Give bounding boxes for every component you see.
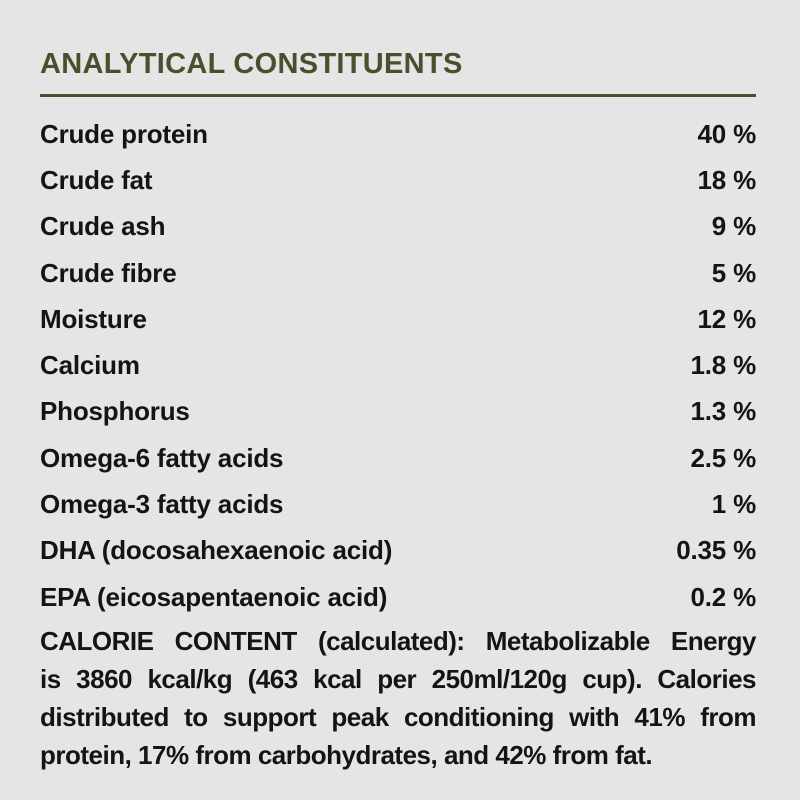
calorie-content-paragraph (40, 622, 756, 774)
nutrient-value: 18 % (697, 164, 756, 195)
nutrient-value: 9 % (711, 211, 756, 242)
nutrient-label: Calcium (40, 350, 140, 381)
calorie-content-line: protein, 17% from carbohydrates, and 42% from fat. (40, 740, 653, 771)
table-row (40, 528, 756, 574)
table-row (40, 111, 756, 157)
nutrient-value: 5 % (711, 257, 756, 288)
nutrient-label: Moisture (40, 303, 147, 334)
nutrient-value: 40 % (697, 118, 756, 149)
nutrient-label: Crude protein (40, 118, 208, 149)
table-row (40, 342, 756, 388)
nutrient-label: Omega-3 fatty acids (40, 489, 284, 520)
nutrient-value: 0.2 % (690, 581, 756, 612)
table-row (40, 250, 756, 296)
nutrient-value: 1.3 % (690, 396, 756, 427)
table-row (40, 157, 756, 203)
nutrient-value: 2.5 % (690, 442, 756, 473)
calorie-content-line: CALORIE CONTENT (calculated): Metabolizable Energy (40, 626, 756, 657)
nutrient-value: 12 % (697, 303, 756, 334)
nutrient-label: Crude ash (40, 211, 166, 242)
nutrient-value: 1.8 % (690, 350, 756, 381)
nutrient-value: 1 % (711, 489, 756, 520)
calorie-content-line: is 3860 kcal/kg (463 kcal per 250ml/120g cup). Calories (40, 664, 756, 695)
panel-title: ANALYTICAL CONSTITUENTS (40, 48, 463, 80)
nutrient-label: Phosphorus (40, 396, 190, 427)
nutrient-label: Crude fat (40, 164, 153, 195)
title-divider (40, 94, 756, 97)
nutrient-label: EPA (eicosapentaenoic acid) (40, 581, 388, 612)
nutrient-table (40, 111, 756, 620)
nutrient-label: Omega-6 fatty acids (40, 442, 284, 473)
table-row (40, 574, 756, 620)
nutrient-label: Crude fibre (40, 257, 177, 288)
table-row (40, 435, 756, 481)
table-row (40, 389, 756, 435)
nutrient-label: DHA (docosahexaenoic acid) (40, 535, 393, 566)
table-row (40, 296, 756, 342)
calorie-content-line: distributed to support peak conditioning with 41% from (40, 702, 756, 733)
table-row (40, 481, 756, 527)
table-row (40, 204, 756, 250)
nutrient-value: 0.35 % (676, 535, 756, 566)
